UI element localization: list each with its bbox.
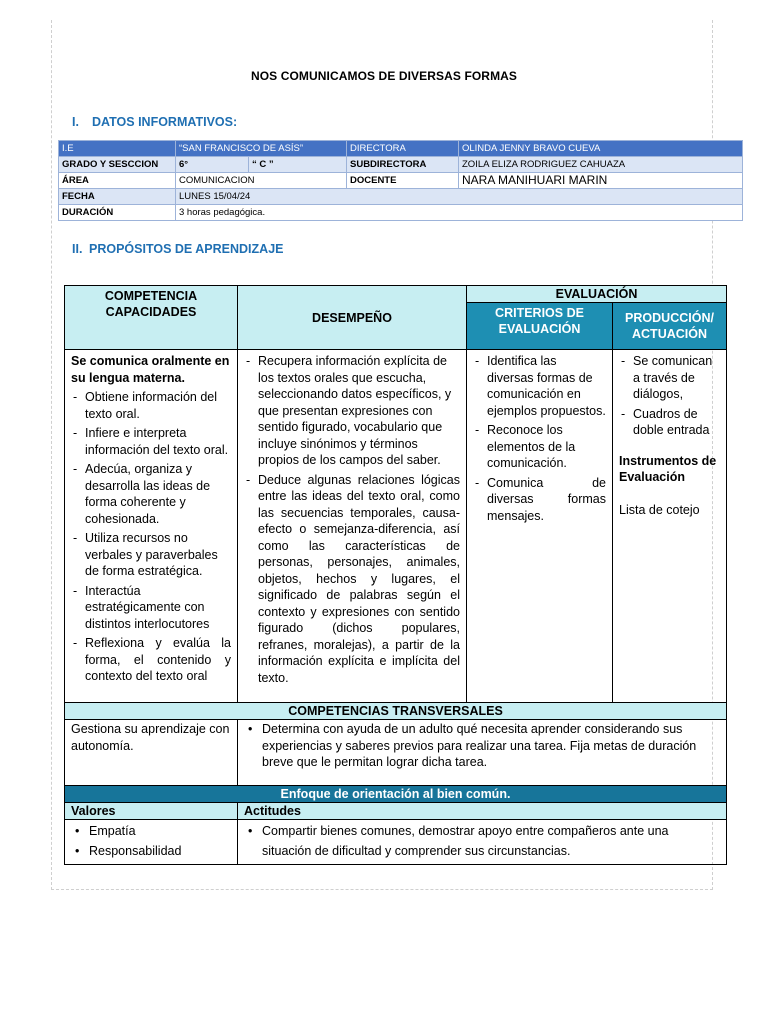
- valores-list: [71, 821, 231, 861]
- transversal-desc-list: [244, 721, 720, 771]
- header-competencia: [65, 286, 238, 350]
- directora-label: DIRECTORA: [347, 141, 459, 157]
- docente-label: DOCENTE: [347, 173, 459, 189]
- capacidades-list: [71, 389, 231, 685]
- instrumentos-label: Instrumentos de Evaluación: [619, 453, 717, 484]
- desempeno-cell: [238, 350, 467, 703]
- seccion-value: “ C ”: [249, 157, 347, 173]
- header-competencia-label: COMPETENCIA: [104, 289, 198, 303]
- area-label: ÁREA: [59, 173, 176, 189]
- capacidad-item: - Infiere e interpreta información del texto oral.: [71, 425, 231, 458]
- desempeno-item: - Deduce algunas relaciones lógicas entre las ideas del texto oral, como las secuencias temporales, causa-efecto o semejanza-diferencia, así como las características de personas, personajes, animales, objetos, hechos y lugares, el significado de palabras según el contexto y expresiones con sentido figurado (dichos populares, refranes, moralejas), a partir de la información explícita e implícita del texto.: [244, 472, 460, 687]
- section-datos-informativos: [72, 115, 237, 129]
- transversal-desc-cell: [238, 720, 727, 786]
- transversal-comp: Gestiona su aprendizaje con autonomía.: [71, 722, 230, 753]
- header-criterios: CRITERIOS DE EVALUACIÓN: [467, 303, 613, 350]
- transversal-desc: • Determina con ayuda de un adulto qué necesita aprender considerando sus experiencias y saberes previos para realizar una tarea. Fija metas de duración breve que le permitan lograr dicha tarea.: [244, 721, 720, 771]
- header-produccion: PRODUCCIÓN/ ACTUACIÓN: [613, 303, 727, 350]
- capacidad-item: - Obtiene información del texto oral.: [71, 389, 231, 422]
- actitudes-cell: [238, 820, 727, 865]
- subdirectora-label: SUBDIRECTORA: [347, 157, 459, 173]
- valor-item: • Empatía: [71, 821, 231, 841]
- produccion-item: - Cuadros de doble entrada: [619, 406, 720, 439]
- content-row: [65, 350, 727, 703]
- produccion-item: - Se comunican a través de diálogos,: [619, 353, 720, 403]
- produccion-cell: [613, 350, 727, 703]
- valor-item: • Responsabilidad: [71, 841, 231, 861]
- learning-purposes-table: [64, 285, 727, 865]
- info-row-area: [59, 173, 743, 189]
- criterio-item: - Identifica las diversas formas de comunicación en ejemplos propuestos.: [473, 353, 606, 419]
- desempenos-list: [244, 353, 460, 686]
- info-table: [58, 140, 743, 221]
- competencia-text: Se comunica oralmente en su lengua materna.: [71, 354, 230, 385]
- criterio-item: - Comunica de diversas formas mensajes.: [473, 475, 606, 525]
- capacidad-item: - Utiliza recursos no verbales y paraverbales de forma estratégica.: [71, 530, 231, 580]
- area-value: COMUNICACION: [176, 173, 347, 189]
- duracion-label: DURACIÓN: [59, 205, 176, 221]
- fecha-label: FECHA: [59, 189, 176, 205]
- ie-value: “SAN FRANCISCO DE ASÍS”: [176, 141, 347, 157]
- valores-row: [65, 820, 727, 865]
- capacidad-item: - Reflexiona y evalúa la forma, el contenido y contexto del texto oral: [71, 635, 231, 685]
- competencia-cell: [65, 350, 238, 703]
- info-row-ie: [59, 141, 743, 157]
- ie-label: I.E: [59, 141, 176, 157]
- subdirectora-value: ZOILA ELIZA RODRIGUEZ CAHUAZA: [459, 157, 743, 173]
- info-row-duracion: [59, 205, 743, 221]
- directora-value: OLINDA JENNY BRAVO CUEVA: [459, 141, 743, 157]
- margin-guide-bottom: [51, 889, 713, 890]
- capacidad-item: - Adecúa, organiza y desarrolla las ideas de forma coherente y cohesionada.: [71, 461, 231, 527]
- transversal-comp-cell: [65, 720, 238, 786]
- criterios-cell: [467, 350, 613, 703]
- header-row-1: [65, 286, 727, 303]
- section-label: DATOS INFORMATIVOS:: [92, 115, 238, 129]
- header-capacidades-label: CAPACIDADES: [105, 305, 197, 319]
- section-propositos: [72, 242, 283, 256]
- grado-label: GRADO Y SESCCION: [59, 157, 176, 173]
- info-row-fecha: [59, 189, 743, 205]
- valores-cell: [65, 820, 238, 865]
- margin-guide-left: [51, 20, 52, 890]
- header-evaluacion: EVALUACIÓN: [467, 286, 727, 303]
- document-title: NOS COMUNICAMOS DE DIVERSAS FORMAS: [250, 69, 518, 83]
- valores-header-row: [65, 803, 727, 820]
- transversales-row: [65, 720, 727, 786]
- transversales-header-row: [65, 703, 727, 720]
- grado-value: 6°: [176, 157, 249, 173]
- producciones-list: [619, 353, 720, 439]
- desempeno-item: - Recupera información explícita de los textos orales que escucha, seleccionando datos específicos, y que presentan expresiones con sentido figurado, vocabulario que incluye sinónimos y términos propios de los campos del saber.: [244, 353, 460, 469]
- docente-value: NARA MANIHUARI MARIN: [459, 173, 743, 189]
- actitudes-list: [244, 821, 720, 861]
- section-number: I.: [72, 115, 79, 129]
- section-label: PROPÓSITOS DE APRENDIZAJE: [89, 242, 284, 256]
- fecha-value: LUNES 15/04/24: [176, 189, 743, 205]
- transversales-title: COMPETENCIAS TRANSVERSALES: [65, 703, 727, 720]
- instrumento-text: Lista de cotejo: [619, 502, 700, 517]
- section-number: II.: [72, 242, 83, 256]
- valores-label: Valores: [65, 803, 238, 820]
- capacidad-item: - Interactúa estratégicamente con distintos interlocutores: [71, 583, 231, 633]
- enfoque-title: Enfoque de orientación al bien común.: [65, 786, 727, 803]
- header-desempeno: DESEMPEÑO: [238, 286, 467, 350]
- criterio-item: - Reconoce los elementos de la comunicación.: [473, 422, 606, 472]
- criterios-list: [473, 353, 606, 524]
- enfoque-header-row: [65, 786, 727, 803]
- duracion-value: 3 horas pedagógica.: [176, 205, 743, 221]
- actitud-item: • Compartir bienes comunes, demostrar apoyo entre compañeros ante una situación de dificultad y comprender sus circunstancias.: [244, 821, 720, 861]
- info-row-grado: [59, 157, 743, 173]
- actitudes-label: Actitudes: [238, 803, 727, 820]
